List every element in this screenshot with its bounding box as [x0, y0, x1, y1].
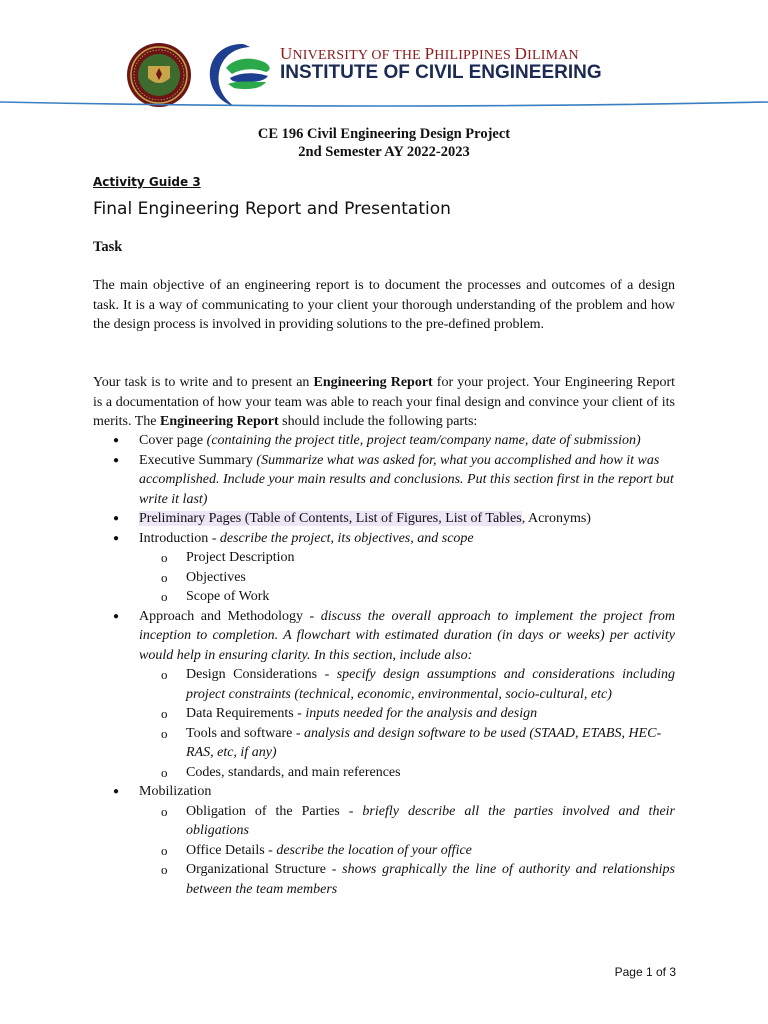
univ-rest-3: ILIMAN [527, 48, 579, 63]
p2-bold2: Engineering Report [160, 414, 279, 429]
highlighted-text: Preliminary Pages (Table of Contents, List of Figures, List of Tables [139, 511, 522, 526]
sub-item [139, 802, 675, 841]
part-description: describe the project, its objectives, and scope [219, 530, 474, 546]
part-label: Mobilization [139, 784, 212, 799]
sub-item [139, 548, 675, 568]
sub-item [139, 860, 675, 899]
activity-guide-label: Activity Guide 3 [93, 175, 201, 189]
univ-rest-2: HILIPPINES [434, 48, 515, 63]
part-label: Cover page [139, 433, 207, 448]
sub-item [139, 665, 675, 704]
report-part-item [93, 607, 675, 783]
sub-description: describe the location of your office [276, 842, 472, 858]
sub-description: specify design assumptions and considerations including project constraints (technical, economic, environmental, socio-cultural, etc) [186, 667, 675, 702]
sub-label: Obligation of the Parties - [186, 803, 363, 819]
sub-list [139, 665, 675, 782]
sub-label: Scope of Work [186, 589, 270, 604]
sub-description: shows graphically the line of authority and relationships between the team members [186, 862, 675, 897]
course-info [0, 125, 768, 161]
sub-label: Project Description [186, 550, 295, 565]
p2-bold1: Engineering Report [313, 375, 433, 390]
course-title: CE 196 Civil Engineering Design Project [257, 126, 511, 142]
part-description: (containing the project title, project team/company name, date of submission) [206, 433, 641, 448]
univ-cap-2: P [424, 44, 435, 63]
report-part-item [93, 509, 675, 529]
part-description: (Summarize what was asked for, what you accomplished and how it was accomplished. Include your main results and conclusions. Put this section first in the report but write it last) [139, 452, 674, 507]
part-label: Executive Summary [139, 452, 257, 468]
document-header [0, 0, 768, 112]
part-label: Approach and Methodology - [139, 608, 321, 624]
report-title: Final Engineering Report and Presentation [93, 199, 451, 219]
report-part-item [93, 529, 675, 607]
sub-item [139, 568, 675, 588]
sub-description: analysis and design software to be used (STAAD, ETABS, HEC-RAS, etc, if any) [186, 725, 662, 760]
report-part-item [93, 782, 675, 899]
p2-part2: for your project. Your Engineering Report is a documentation of how your team was able to reach your final design and convince your client of its merits. The [93, 375, 675, 429]
sub-label: Tools and software - [186, 725, 304, 741]
university-name [280, 44, 579, 64]
page-number: Page 1 of 3 [614, 965, 676, 979]
part-tail: , Acronyms) [521, 511, 591, 526]
report-parts-list [93, 431, 675, 899]
sub-item [139, 841, 675, 861]
course-semester: 2nd Semester AY 2022-2023 [298, 144, 470, 160]
sub-item [139, 724, 675, 763]
paragraph-task [93, 373, 675, 432]
univ-rest-1: NIVERSITY OF THE [292, 48, 425, 63]
sub-label: Data Requirements - [186, 706, 306, 721]
task-heading: Task [93, 239, 123, 255]
sub-list [139, 548, 675, 607]
sub-item [139, 587, 675, 607]
sub-item [139, 763, 675, 783]
sub-label: Objectives [186, 569, 246, 585]
report-part-item [93, 431, 675, 451]
paragraph-objective: The main objective of an engineering report is to document the processes and outcomes of a design task. It is a way of communicating to your client your thorough understanding of the problem and how the design process is involved in providing solutions to the pre-defined problem. [93, 278, 675, 332]
part-label: Introduction - [139, 530, 220, 546]
univ-cap-1: U [280, 44, 293, 63]
sub-list [139, 802, 675, 900]
p2-part1: Your task is to write and to present an [93, 375, 314, 390]
sub-label: Organizational Structure - [186, 862, 343, 877]
sub-label: Design Considerations - [186, 667, 337, 682]
header-rule [0, 98, 768, 118]
p2-part3: should include the following parts: [278, 414, 478, 429]
sub-description: inputs needed for the analysis and design [305, 706, 538, 721]
part-description: discuss the overall approach to implement the project from inception to completion. A flowchart with estimated duration (in days or weeks) per activity would help in ensuring clarity. In this section, include also: [139, 608, 675, 663]
sub-label: Codes, standards, and main references [186, 764, 401, 780]
sub-item [139, 704, 675, 724]
sub-description: briefly describe all the parties involved and their obligations [186, 803, 675, 838]
univ-cap-3: D [514, 44, 528, 63]
institute-name: INSTITUTE OF CIVIL ENGINEERING [280, 62, 602, 83]
report-part-item [93, 451, 675, 510]
sub-label: Office Details - [186, 842, 277, 858]
